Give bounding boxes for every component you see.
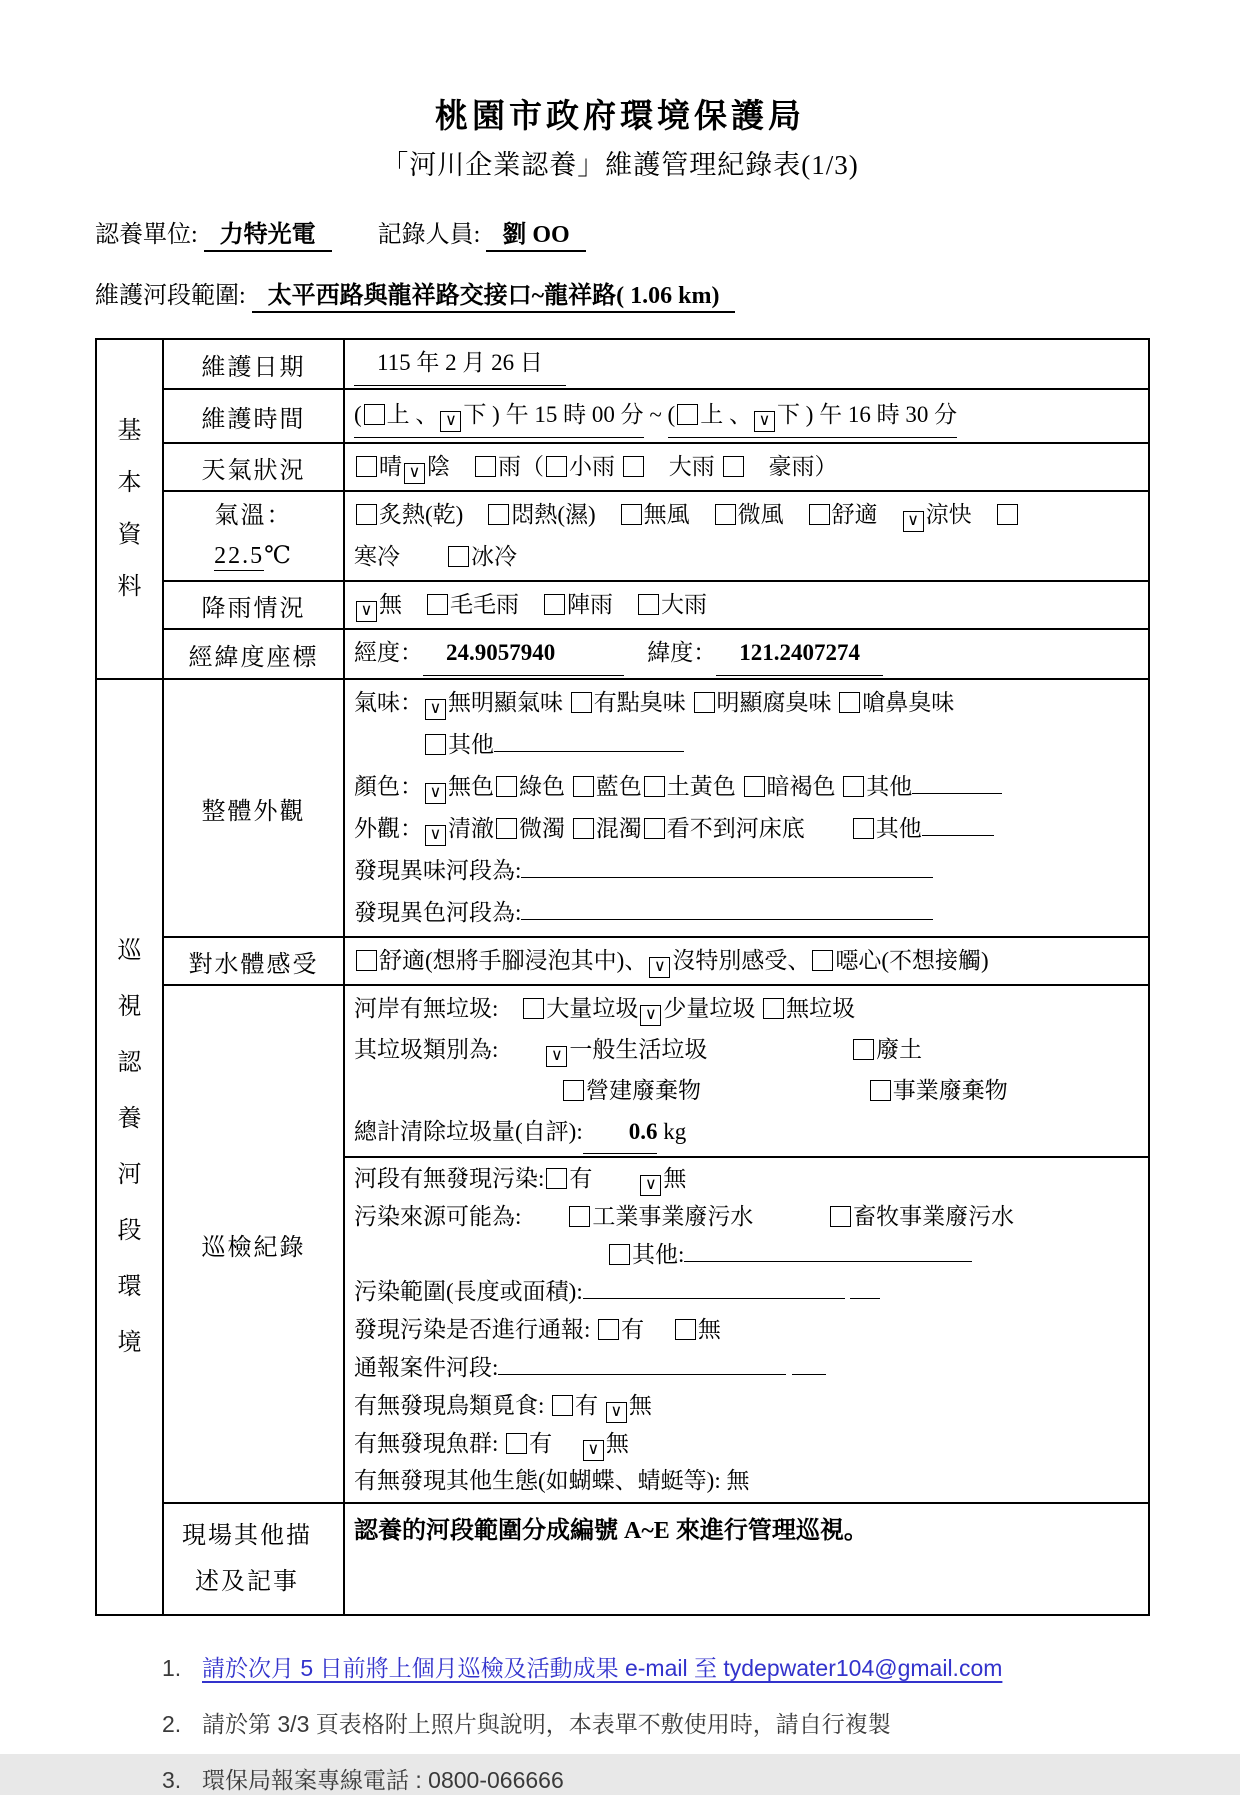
odor-options <box>354 682 1144 724</box>
checkbox-icon[interactable] <box>425 734 446 755</box>
text: 發現異色河段為: <box>354 900 522 925</box>
text: 河段有無發現污染: <box>354 1166 545 1191</box>
checkbox-icon[interactable] <box>609 1244 630 1265</box>
text: 冰冷 <box>471 544 517 569</box>
fish-found-options <box>354 1425 1144 1463</box>
blank-field[interactable] <box>912 769 1002 794</box>
text: 營建廢棄物 <box>586 1078 868 1103</box>
maintenance-time-cell <box>344 389 1149 443</box>
checkbox-checked-icon[interactable]: ∨ <box>606 1402 627 1423</box>
blank-field[interactable] <box>583 1274 845 1299</box>
checkbox-icon[interactable] <box>843 776 864 797</box>
text: 寒冷 <box>354 544 446 569</box>
text: 污染來源可能為: <box>354 1203 568 1229</box>
vertical-label-char: 料 <box>117 574 142 600</box>
row-label-overall-appearance: 整體外觀 <box>163 679 344 937</box>
note-item-3 <box>162 1762 1240 1795</box>
temperature-value <box>168 536 339 576</box>
odor-other-option <box>354 724 1144 766</box>
checkbox-icon[interactable] <box>853 818 874 839</box>
text: 121.2407274 <box>739 640 860 665</box>
checkbox-icon[interactable] <box>356 456 377 477</box>
vertical-label-char: 認 <box>117 1050 142 1077</box>
text: 認養的河段範圍分成編號 A~E 來進行管理巡視。 <box>354 1518 868 1545</box>
checkbox-icon[interactable] <box>723 456 744 477</box>
text: 畜牧事業廢污水 <box>853 1203 1015 1229</box>
text: 綠色 <box>519 774 571 799</box>
text: 總計清除垃圾量(自評): <box>354 1119 583 1144</box>
text: 晴 <box>379 454 402 479</box>
rainfall-options <box>354 584 1144 626</box>
text: 大雨 <box>645 454 721 479</box>
text: 有無發現鳥類覓食: <box>354 1392 551 1418</box>
checkbox-icon[interactable] <box>356 950 377 971</box>
blank-field[interactable] <box>792 1350 826 1375</box>
checkbox-checked-icon[interactable]: ∨ <box>583 1440 604 1461</box>
text: 陰 <box>427 454 473 479</box>
recorder-label: 記錄人員: <box>377 222 481 248</box>
checkbox-icon[interactable] <box>569 1206 590 1227</box>
checkbox-icon[interactable] <box>830 1206 851 1227</box>
pollution-source-options-1 <box>354 1198 1144 1236</box>
site-notes-text <box>354 1508 1144 1554</box>
text: 無 <box>379 592 425 617</box>
checkbox-icon[interactable] <box>623 456 644 477</box>
text: 有 <box>621 1317 673 1343</box>
checkbox-icon[interactable] <box>870 1080 891 1101</box>
vertical-label-char: 河 <box>117 1162 142 1189</box>
blank-field[interactable] <box>922 811 994 836</box>
river-range-label: 維護河段範圍: <box>95 283 246 309</box>
text: 下 ) 午 15 時 00 分 <box>463 402 644 427</box>
adopting-unit-value[interactable]: 力特光電 <box>204 222 332 252</box>
vertical-label-char: 本 <box>117 470 142 496</box>
vertical-label-char: 環 <box>117 1274 142 1301</box>
checkbox-icon[interactable] <box>496 776 517 797</box>
text: 115 年 2 月 26 日 <box>354 350 566 375</box>
checkbox-icon[interactable] <box>812 950 833 971</box>
checkbox-checked-icon[interactable]: ∨ <box>425 783 446 804</box>
text <box>555 640 624 665</box>
text: ~ <box>643 402 668 427</box>
text <box>860 640 883 665</box>
text: 有 <box>569 1166 639 1191</box>
row-label-water-feeling: 對水體感受 <box>163 937 344 985</box>
page-subtitle: 「河川企業認養」維護管理紀錄表(1/3) <box>381 150 859 180</box>
blank-field[interactable] <box>850 1274 880 1299</box>
underlined-entry <box>716 632 883 676</box>
river-range-line <box>95 275 1145 310</box>
riverbank-garbage-options <box>354 988 1144 1029</box>
text: 無明顯氣味 <box>448 690 569 715</box>
blank-field[interactable] <box>521 895 933 920</box>
checkbox-icon[interactable] <box>496 818 517 839</box>
checkbox-checked-icon[interactable]: ∨ <box>404 463 425 484</box>
checkbox-icon[interactable] <box>475 456 496 477</box>
maintenance-date-value <box>354 342 1144 386</box>
text: 有 <box>529 1430 581 1456</box>
maintenance-date-cell <box>344 339 1149 389</box>
text: 其他: <box>632 1241 685 1267</box>
checkbox-icon[interactable] <box>598 1319 619 1340</box>
row-label-weather: 天氣狀況 <box>163 443 344 491</box>
text: 微濁 <box>519 816 571 841</box>
text: 雨（ <box>498 454 544 479</box>
checkbox-icon[interactable] <box>573 776 594 797</box>
checkbox-icon[interactable] <box>573 818 594 839</box>
text: 無風 <box>643 502 713 527</box>
text: 無 <box>663 1166 687 1191</box>
checkbox-icon[interactable] <box>675 1319 696 1340</box>
text: 廢土 <box>876 1037 923 1062</box>
text: 無 <box>697 1317 721 1343</box>
vertical-label-char: 境 <box>117 1330 142 1357</box>
text: 其垃圾類別為: <box>354 1037 545 1062</box>
coordinates-values <box>354 632 1144 676</box>
temperature-options-line1 <box>354 494 1144 536</box>
text: 藍色 <box>595 774 642 799</box>
checkbox-icon[interactable] <box>997 504 1018 525</box>
checkbox-icon[interactable] <box>356 504 377 525</box>
checkbox-icon[interactable] <box>546 1168 567 1189</box>
text: 通報案件河段: <box>354 1354 499 1380</box>
underlined-entry <box>354 342 566 386</box>
checkbox-icon[interactable] <box>546 456 567 477</box>
text: 經度： <box>354 640 423 665</box>
text <box>354 732 423 757</box>
text: 混濁 <box>595 816 642 841</box>
checkbox-icon[interactable] <box>427 594 448 615</box>
note-number-3: 3. <box>162 1767 182 1794</box>
text: 陣雨 <box>567 592 636 617</box>
checkbox-icon[interactable] <box>448 546 469 567</box>
birds-feeding-options <box>354 1387 1144 1425</box>
text: 0.6 <box>628 1119 658 1144</box>
checkbox-icon[interactable] <box>364 404 385 425</box>
rainfall-cell <box>344 581 1149 629</box>
text: 24.9057940 <box>446 640 556 665</box>
text: 22.5 <box>214 543 265 569</box>
note-item-1 <box>162 1650 1240 1683</box>
text <box>716 640 739 665</box>
color-section-field <box>354 892 1144 934</box>
text: 無 <box>628 1392 652 1418</box>
text: 毛毛雨 <box>450 592 542 617</box>
overall-appearance-cell <box>344 679 1149 937</box>
checkbox-icon[interactable] <box>853 1039 874 1060</box>
report-case-section-field <box>354 1349 1144 1387</box>
text: 其他 <box>875 816 922 841</box>
water-feeling-options <box>354 940 1144 982</box>
text: 無色 <box>448 774 494 799</box>
text: 暗褐色 <box>766 774 842 799</box>
text <box>423 640 446 665</box>
text: 大雨 <box>661 592 707 617</box>
underlined-entry <box>354 394 644 438</box>
text: 無垃圾 <box>786 996 856 1021</box>
row-label-temperature <box>163 491 344 581</box>
text: 一般生活垃圾 <box>569 1037 852 1062</box>
garbage-type-options-1 <box>354 1029 1144 1070</box>
text <box>354 1078 561 1103</box>
text: ℃ <box>264 543 293 569</box>
vertical-label-char: 巡 <box>117 938 142 965</box>
checkbox-icon[interactable] <box>563 1080 584 1101</box>
text: 涼快 <box>925 502 995 527</box>
checkbox-icon[interactable] <box>694 692 715 713</box>
checkbox-checked-icon[interactable]: ∨ <box>440 411 461 432</box>
checkbox-icon[interactable] <box>506 1433 527 1454</box>
temperature-feel-cell <box>344 491 1149 581</box>
blank-field[interactable] <box>498 1350 786 1375</box>
text: 沒特別感受、 <box>672 948 811 973</box>
garbage-record-cell <box>344 985 1149 1157</box>
water-feeling-cell <box>344 937 1149 985</box>
clarity-options <box>354 808 1144 850</box>
text: 其他 <box>448 732 494 757</box>
text: ( <box>354 402 362 427</box>
row-label-site-notes <box>163 1503 344 1615</box>
checkbox-icon[interactable] <box>644 818 665 839</box>
text: 事業廢棄物 <box>892 1078 1008 1103</box>
text: 噁心(不想接觸) <box>835 948 989 973</box>
text: 有無發現其他生態(如蝴蝶、蜻蜓等): 無 <box>354 1468 750 1494</box>
section-basic-info <box>96 339 163 679</box>
weather-options <box>354 446 1144 488</box>
pollution-reported-options <box>354 1311 1144 1349</box>
text: 悶熱(濕) <box>511 502 619 527</box>
checkbox-icon[interactable] <box>644 776 665 797</box>
text: kg <box>657 1119 687 1144</box>
row-label-patrol-record: 巡檢紀錄 <box>163 985 344 1503</box>
maintenance-time-value <box>354 394 1144 438</box>
text: 清澈 <box>448 816 494 841</box>
underlined-entry <box>668 394 958 438</box>
text: 微風 <box>737 502 807 527</box>
text <box>583 1119 629 1144</box>
pollution-source-other <box>354 1236 1144 1274</box>
row-label-coordinates: 經緯度座標 <box>163 629 344 679</box>
site-notes-cell <box>344 1503 1149 1615</box>
checkbox-checked-icon[interactable]: ∨ <box>649 957 670 978</box>
river-range-value[interactable]: 太平西路與龍祥路交接口~龍祥路( 1.06 km) <box>252 283 736 313</box>
color-options <box>354 766 1144 808</box>
adopting-unit-label: 認養單位: <box>95 222 198 248</box>
text: 有 <box>575 1392 604 1418</box>
text: 無 <box>605 1430 629 1456</box>
checkbox-icon[interactable] <box>763 998 784 1019</box>
checkbox-icon[interactable] <box>839 692 860 713</box>
underlined-entry <box>583 1111 658 1154</box>
other-ecology-value <box>354 1462 1144 1500</box>
checkbox-checked-icon[interactable]: ∨ <box>425 699 446 720</box>
checkbox-icon[interactable] <box>715 504 736 525</box>
hotline-text: 環保局報案專線電話 : 0800-066666 <box>202 1767 564 1794</box>
text: 舒適 <box>831 502 901 527</box>
checkbox-checked-icon[interactable]: ∨ <box>640 1005 661 1026</box>
checkbox-checked-icon[interactable]: ∨ <box>903 511 924 532</box>
checkbox-icon[interactable] <box>677 404 698 425</box>
text: 顏色： <box>354 774 423 799</box>
note-number-2: 2. <box>162 1711 182 1738</box>
row-label-maintenance-time: 維護時間 <box>163 389 344 443</box>
text: 土黃色 <box>666 774 742 799</box>
text: 嗆鼻臭味 <box>862 690 955 715</box>
vertical-label-char: 資 <box>117 522 142 548</box>
text: 污染範圍(長度或面積): <box>354 1279 583 1305</box>
pollution-extent-field <box>354 1273 1144 1311</box>
text: 河岸有無垃圾: <box>354 996 522 1021</box>
text: 有點臭味 <box>593 690 692 715</box>
row-label-rainfall: 降雨情況 <box>163 581 344 629</box>
text: 工業事業廢污水 <box>592 1203 829 1229</box>
checkbox-icon[interactable] <box>809 504 830 525</box>
checkbox-icon[interactable] <box>638 594 659 615</box>
section-patrol-environment <box>96 679 163 1615</box>
text: 看不到河床底 <box>666 816 851 841</box>
site-notes-label: 現場其他描述及記事 <box>182 1523 312 1596</box>
text: 大量垃圾 <box>546 996 639 1021</box>
checkbox-checked-icon[interactable]: ∨ <box>546 1046 567 1067</box>
email-submission-link[interactable]: 請於次月 5 日前將上個月巡檢及活動成果 e-mail 至 tydepwater104@gmail.com <box>202 1655 1003 1682</box>
temperature-label: 氣溫： <box>214 503 293 529</box>
checkbox-icon[interactable] <box>523 998 544 1019</box>
blank-field[interactable] <box>684 1236 972 1261</box>
odor-section-field <box>354 850 1144 892</box>
text: ( <box>667 402 676 427</box>
text: 小雨 <box>569 454 621 479</box>
text: 氣味： <box>354 690 423 715</box>
text: 炙熱(乾) <box>379 502 487 527</box>
garbage-type-options-2 <box>354 1070 1144 1111</box>
vertical-label-char: 養 <box>117 1106 142 1133</box>
text: 發現異味河段為: <box>354 858 522 883</box>
photo-instruction-text: 請於第 3/3 頁表格附上照片與說明，本表單不敷使用時，請自行複製 <box>202 1711 891 1738</box>
text: 上 、 <box>386 402 439 427</box>
blank-field[interactable] <box>494 727 684 752</box>
text: 下 ) 午 16 時 30 分 <box>776 402 958 427</box>
text <box>354 1242 607 1267</box>
checkbox-checked-icon[interactable]: ∨ <box>640 1175 661 1196</box>
vertical-label-char: 視 <box>117 994 142 1021</box>
footer-notes <box>162 1650 1240 1795</box>
vertical-label-char: 段 <box>117 1218 142 1245</box>
vertical-label-char: 基 <box>117 418 142 444</box>
text: 舒適(想將手腳浸泡其中)、 <box>379 948 648 973</box>
row-label-maintenance-date: 維護日期 <box>163 339 344 389</box>
checkbox-icon[interactable] <box>744 776 765 797</box>
text: 外觀： <box>354 816 423 841</box>
garbage-total-cleared <box>354 1111 1144 1154</box>
blank-field[interactable] <box>521 853 933 878</box>
text: 緯度： <box>624 640 717 665</box>
record-table <box>95 338 1150 1616</box>
checkbox-checked-icon[interactable]: ∨ <box>356 601 377 622</box>
pollution-record-cell <box>344 1157 1149 1503</box>
patrol-environment-vertical-label <box>98 923 161 1371</box>
text: 發現污染是否進行通報: <box>354 1317 597 1343</box>
checkbox-icon[interactable] <box>621 504 642 525</box>
text: 其他 <box>866 774 913 799</box>
note-item-2 <box>162 1706 1240 1739</box>
checkbox-icon[interactable] <box>571 692 592 713</box>
text: 少量垃圾 <box>663 996 762 1021</box>
checkbox-icon[interactable] <box>552 1395 573 1416</box>
checkbox-icon[interactable] <box>544 594 565 615</box>
text: 有無發現魚群: <box>354 1430 505 1456</box>
pollution-found-options <box>354 1160 1144 1198</box>
basic-info-vertical-label <box>98 405 161 613</box>
weather-cell <box>344 443 1149 491</box>
unit-recorder-line <box>95 214 1145 249</box>
checkbox-checked-icon[interactable]: ∨ <box>754 411 775 432</box>
text: 明顯腐臭味 <box>716 690 838 715</box>
text: 上 、 <box>700 402 752 427</box>
checkbox-icon[interactable] <box>488 504 509 525</box>
note-number-1: 1. <box>162 1655 182 1682</box>
temperature-options-line2 <box>354 536 1144 578</box>
text: 豪雨） <box>745 454 838 479</box>
coordinates-cell <box>344 629 1149 679</box>
underlined-entry <box>423 632 624 676</box>
recorder-value[interactable]: 劉 OO <box>486 222 585 252</box>
checkbox-checked-icon[interactable]: ∨ <box>425 825 446 846</box>
page-title: 桃園市政府環境保護局 <box>435 99 805 135</box>
